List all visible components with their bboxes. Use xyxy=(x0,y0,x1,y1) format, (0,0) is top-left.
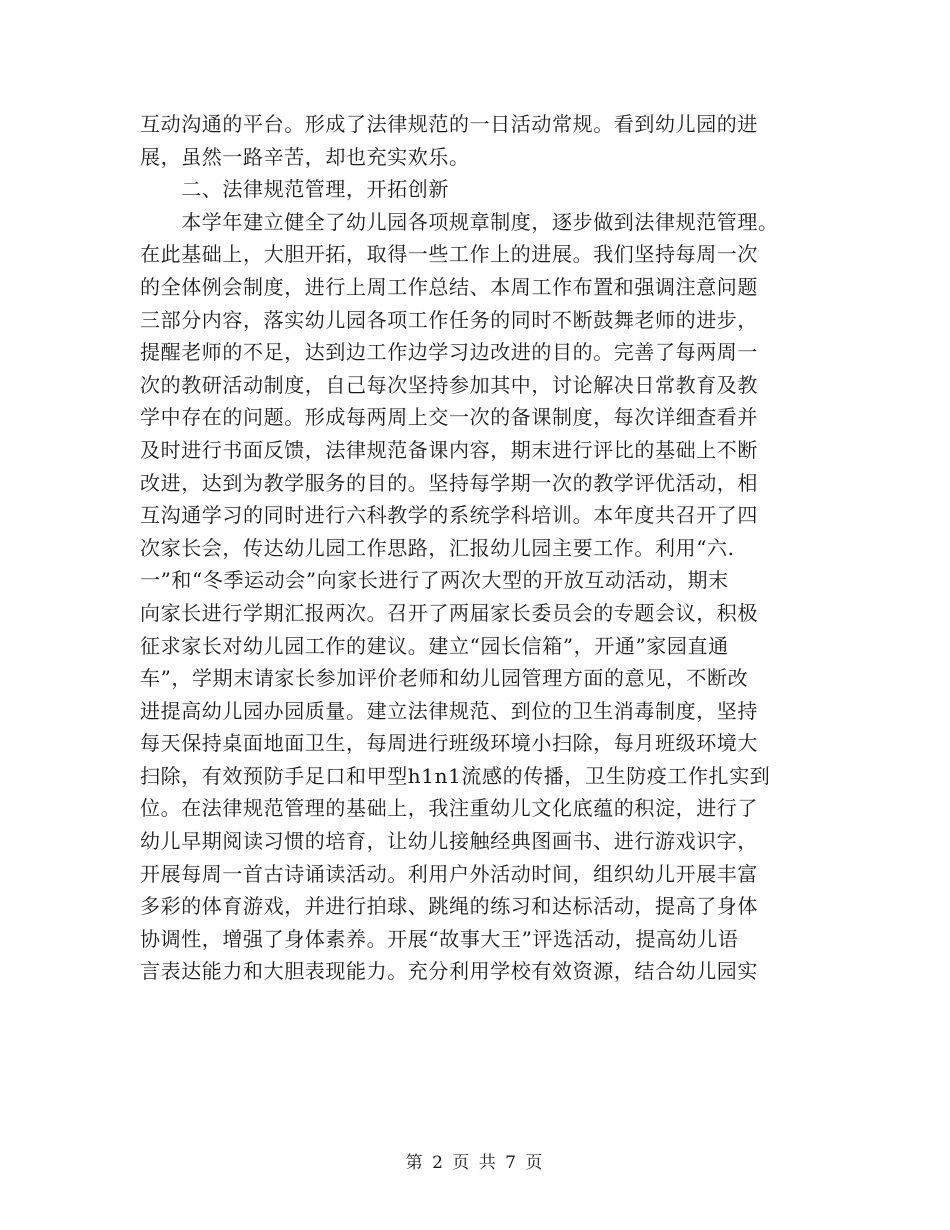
text-line: 多彩的体育游戏，并进行拍球、跳绳的练习和达标活动，提高了身体 xyxy=(140,894,758,919)
text-line: 的全体例会制度，进行上周工作总结、本周工作布置和强调注意问题 xyxy=(140,274,758,299)
text-line: 改进，达到为教学服务的目的。坚持每学期一次的教学评优活动，相 xyxy=(140,470,758,495)
body-text xyxy=(140,108,820,988)
text-line: 言表达能力和大胆表现能力。充分利用学校有效资源，结合幼儿园实 xyxy=(140,959,758,984)
text-line: 向家长进行学期汇报两次。召开了两届家长委员会的专题会议，积极 xyxy=(140,600,758,625)
text-line: 一”和“冬季运动会”向家长进行了两次大型的开放互动活动，期末 xyxy=(140,568,729,593)
text-line: 互动沟通的平台。形成了法律规范的一日活动常规。看到幼儿园的进 xyxy=(140,112,758,136)
text-line: 本学年建立健全了幼儿园各项规章制度，逐步做到法律规范管理。 xyxy=(140,209,779,234)
text-line: 协调性，增强了身体素养。开展“故事大王”评选活动，提高幼儿语 xyxy=(140,926,739,951)
text-line: 征求家长对幼儿园工作的建议。建立“园长信箱”，开通”家园直通 xyxy=(140,633,729,658)
text-line: 车”，学期末请家长参加评价老师和幼儿园管理方面的意见，不断改 xyxy=(140,666,749,691)
section-heading: 二、法律规范管理，开拓创新 xyxy=(140,177,449,202)
text-line: 次的教研活动制度，自己每次坚持参加其中，讨论解决日常教育及教 xyxy=(140,372,758,397)
text-line: 学中存在的问题。形成每两周上交一次的备课制度，每次详细查看并 xyxy=(140,405,758,430)
text-line: 提醒老师的不足，达到边工作边学习边改进的目的。完善了每两周一 xyxy=(140,340,758,365)
text-line: 开展每周一首古诗诵读活动。利用户外活动时间，组织幼儿开展丰富 xyxy=(140,861,758,886)
text-line: 在此基础上，大胆开拓，取得一些工作上的进展。我们坚持每周一次 xyxy=(140,242,758,267)
text-line: 次家长会，传达幼儿园工作思路，汇报幼儿园主要工作。利用“六. xyxy=(140,535,735,560)
text-line: 展，虽然一路辛苦，却也充实欢乐。 xyxy=(140,144,470,169)
text-line: 进提高幼儿园办园质量。建立法律规范、到位的卫生消毒制度，坚持 xyxy=(140,698,758,723)
text-line: 互沟通学习的同时进行六科教学的系统学科培训。本年度共召开了四 xyxy=(140,503,758,528)
text-line: 及时进行书面反馈，法律规范备课内容，期末进行评比的基础上不断 xyxy=(140,437,758,462)
text-line: 幼儿早期阅读习惯的培育，让幼儿接触经典图画书、进行游戏识字， xyxy=(140,829,758,854)
text-line: 三部分内容，落实幼儿园各项工作任务的同时不断鼓舞老师的进步， xyxy=(140,307,758,332)
text-line: 每天保持桌面地面卫生，每周进行班级环境小扫除，每月班级环境大 xyxy=(140,731,758,756)
text-line: 位。在法律规范管理的基础上，我注重幼儿文化底蕴的积淀，进行了 xyxy=(140,796,758,821)
text-line: 扫除，有效预防手足口和甲型h1n1流感的传播，卫生防疫工作扎实到 xyxy=(140,763,771,788)
page-number-footer: 第 2 页 共 7 页 xyxy=(405,1153,545,1173)
